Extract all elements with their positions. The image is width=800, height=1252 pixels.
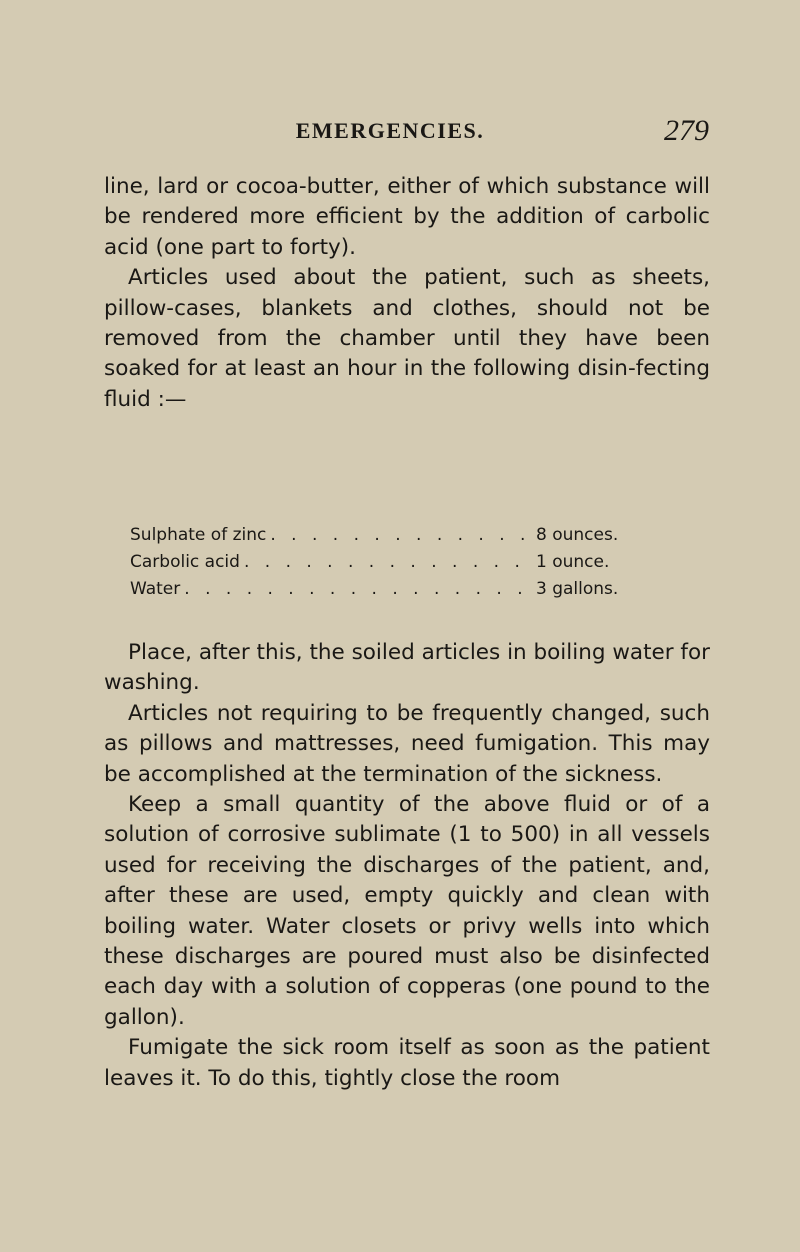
running-head [0, 114, 800, 154]
running-title: EMERGENCIES. [295, 118, 485, 143]
recipe-ingredient: Carbolic acid [130, 552, 240, 572]
text-block-top [104, 172, 710, 415]
paragraph: Fumigate the sick room itself as soon as the patient leaves it. To do this, tightly close the room [104, 1035, 710, 1091]
paragraph: Keep a small quantity of the above fluid or of a solution of corrosive sublimate (1 to 500) in all vessels used for receiving the discharges of the patient, and, after these are used, empty quickly and clean with boiling water. Water closets or privy wells into which these discharges are poured must also be disinfected each day with a solution of copperas (one pound to the gallon). [104, 792, 710, 1030]
paragraph: Articles used about the patient, such as sheets, pillow-cases, blankets and clothes, should not be removed from the chamber until they have been soaked for at least an hour in the following disin-fecting fluid :— [104, 265, 710, 412]
paragraph: line, lard or cocoa-butter, either of which substance will be rendered more efficient by the addition of carbolic acid (one part to forty). [104, 174, 710, 260]
paragraph: Articles not requiring to be frequently changed, such as pillows and mattresses, need fumigation. This may be accomplished at the termination of the sickness. [104, 700, 710, 787]
recipe-ingredient: Sulphate of zinc [130, 525, 267, 545]
leader-dots [266, 522, 536, 549]
paragraph: Place, after this, the soiled articles in boiling water for washing. [104, 640, 710, 696]
recipe-row [130, 522, 656, 549]
page-number: 279 [664, 114, 709, 147]
recipe-ingredient: Water [130, 579, 181, 599]
recipe-quantity: 3 gallons. [536, 579, 619, 599]
recipe-quantity: 1 ounce. [536, 552, 610, 572]
leader-dots [180, 576, 536, 603]
leader-dots [240, 549, 536, 576]
text-block-bottom [104, 638, 710, 1094]
recipe-row [130, 576, 656, 603]
recipe-quantity: 8 ounces. [536, 525, 619, 545]
disinfecting-fluid-recipe [130, 522, 656, 603]
recipe-row [130, 549, 656, 576]
